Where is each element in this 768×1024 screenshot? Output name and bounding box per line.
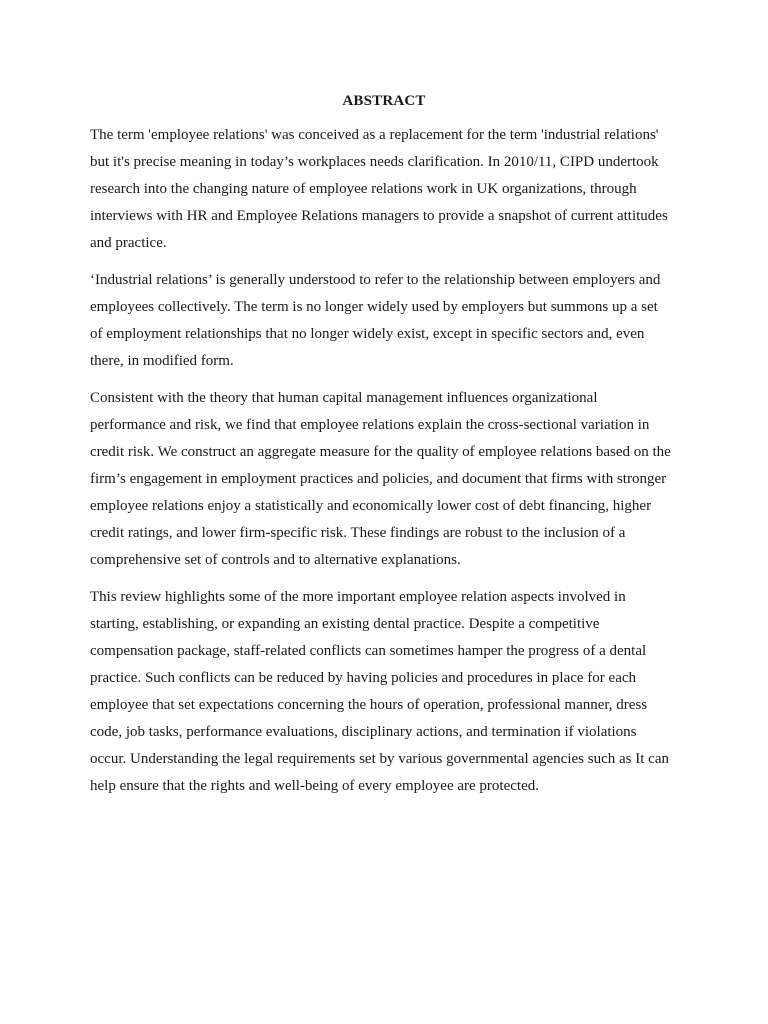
text-line: credit ratings, and lower firm-specific risk. These findings are robust to the inclusion of a bbox=[90, 525, 626, 541]
text-line: Consistent with the theory that human capital management influences organizational bbox=[90, 390, 598, 406]
text-line: code, job tasks, performance evaluations, disciplinary actions, and termination if violations bbox=[90, 724, 637, 740]
text-line: interviews with HR and Employee Relations managers to provide a snapshot of current attitudes bbox=[90, 208, 668, 224]
text-line: The term 'employee relations' was conceived as a replacement for the term 'industrial relations' bbox=[90, 127, 659, 143]
text-line: performance and risk, we find that employee relations explain the cross-sectional variation in bbox=[90, 417, 650, 433]
paragraph-4 bbox=[90, 584, 682, 800]
text-line: employee that set expectations concerning the hours of operation, professional manner, dress bbox=[90, 697, 648, 713]
paragraph-3 bbox=[90, 385, 682, 574]
text-line: credit risk. We construct an aggregate measure for the quality of employee relations based on the bbox=[90, 444, 671, 460]
text-line: starting, establishing, or expanding an existing dental practice. Despite a competitive bbox=[90, 616, 600, 632]
text-line: but it's precise meaning in today’s workplaces needs clarification. In 2010/11, CIPD undertook bbox=[90, 154, 659, 170]
paragraph-2 bbox=[90, 267, 682, 375]
text-line: employees collectively. The term is no longer widely used by employers but summons up a set bbox=[90, 299, 658, 315]
text-line: ‘Industrial relations’ is generally understood to refer to the relationship between employers and bbox=[90, 272, 661, 288]
document-body bbox=[90, 122, 682, 810]
text-line: of employment relationships that no longer widely exist, except in specific sectors and, even bbox=[90, 326, 645, 342]
text-line: practice. Such conflicts can be reduced by having policies and procedures in place for each bbox=[90, 670, 637, 686]
text-line: and practice. bbox=[90, 235, 167, 251]
paragraph-1 bbox=[90, 122, 682, 257]
document-title: ABSTRACT bbox=[342, 93, 426, 109]
text-line: comprehensive set of controls and to alternative explanations. bbox=[90, 552, 461, 568]
text-line: compensation package, staff-related conflicts can sometimes hamper the progress of a dental bbox=[90, 643, 647, 659]
text-line: employee relations enjoy a statistically and economically lower cost of debt financing, higher bbox=[90, 498, 652, 514]
text-line: help ensure that the rights and well-being of every employee are protected. bbox=[90, 778, 539, 794]
text-line: This review highlights some of the more important employee relation aspects involved in bbox=[90, 589, 626, 605]
text-line: there, in modified form. bbox=[90, 353, 234, 369]
text-line: research into the changing nature of employee relations work in UK organizations, through bbox=[90, 181, 637, 197]
text-line: firm’s engagement in employment practices and policies, and document that firms with stronger bbox=[90, 471, 667, 487]
text-line: occur. Understanding the legal requirements set by various governmental agencies such as It can bbox=[90, 751, 669, 767]
